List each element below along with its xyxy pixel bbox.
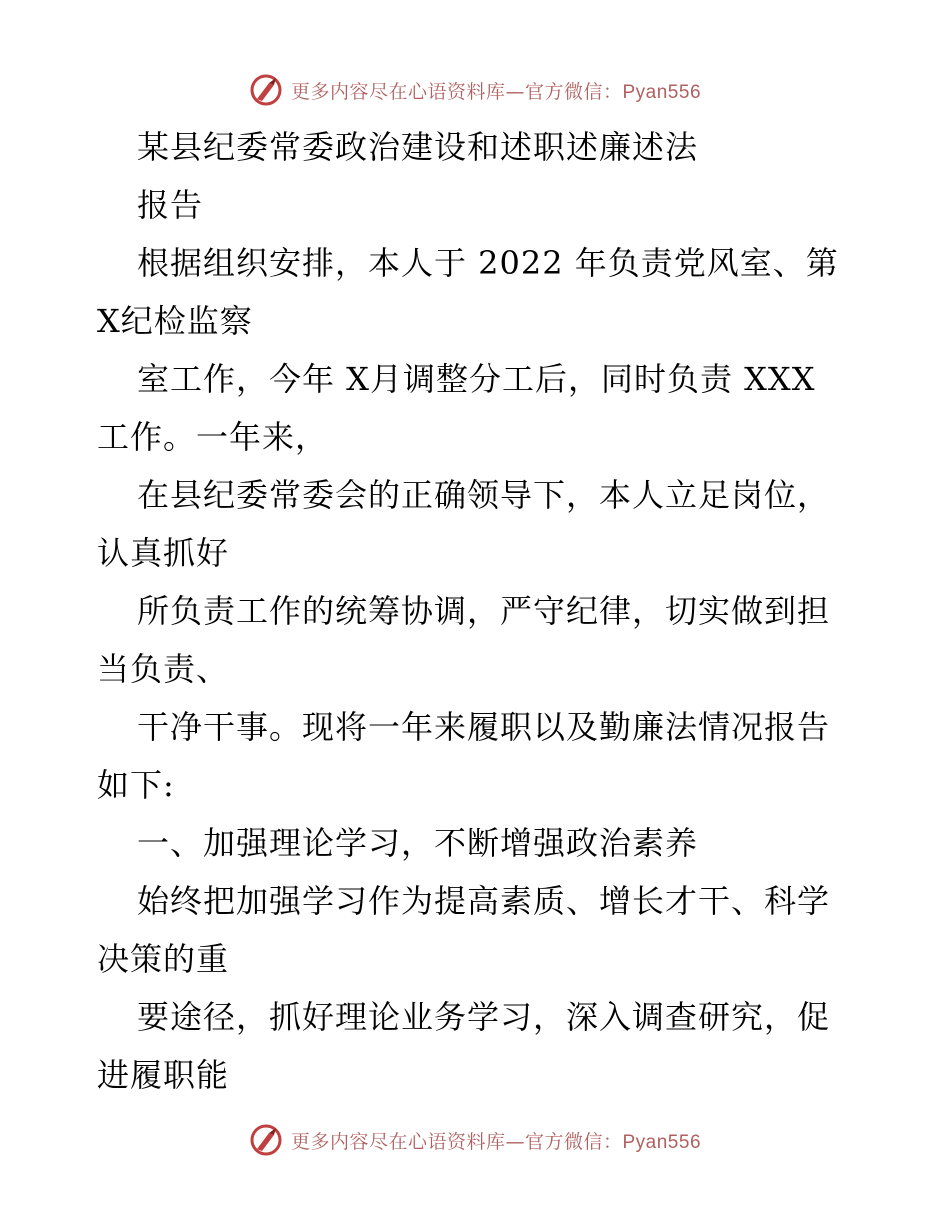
paragraph-line: 决策的重 — [97, 940, 230, 978]
paragraph-line: 始终把加强学习作为提高素质、增长才干、科学 — [137, 882, 831, 920]
paragraph-line: 如下: — [97, 766, 175, 804]
paragraph-line: 进履职能 — [97, 1056, 230, 1094]
watermark-footer — [0, 1120, 950, 1160]
paragraph-line: 当负责、 — [97, 650, 230, 688]
paragraph-line: 根据组织安排，本人于 2022 年负责党风室、第 — [137, 244, 839, 282]
paragraph-line: 认真抓好 — [97, 534, 230, 572]
paragraph-line: 干净干事。现将一年来履职以及勤廉法情况报告 — [137, 708, 831, 746]
paragraph-line: 所负责工作的统筹协调，严守纪律，切实做到担 — [137, 592, 831, 630]
paragraph-line: 一、加强理论学习，不断增强政治素养 — [137, 824, 699, 862]
watermark-header — [0, 70, 950, 110]
paragraph-line: 室工作，今年 X月调整分工后，同时负责 XXX — [137, 360, 816, 398]
quill-logo-icon — [249, 1123, 283, 1157]
watermark-text: 更多内容尽在心语资料库—官方微信：Pyan556 — [290, 80, 702, 103]
paragraph-line: X纪检监察 — [97, 302, 253, 340]
watermark-text: 更多内容尽在心语资料库—官方微信：Pyan556 — [290, 1130, 702, 1153]
quill-logo-icon — [249, 73, 283, 107]
paragraph-line: 要途径，抓好理论业务学习，深入调查研究，促 — [137, 998, 831, 1036]
document-body — [97, 118, 867, 1104]
paragraph-line: 某县纪委常委政治建设和述职述廉述法 — [137, 128, 699, 166]
paragraph-line: 报告 — [137, 186, 204, 224]
paragraph-line: 工作。一年来， — [97, 418, 329, 456]
paragraph-line: 在县纪委常委会的正确领导下，本人立足岗位， — [137, 476, 831, 514]
